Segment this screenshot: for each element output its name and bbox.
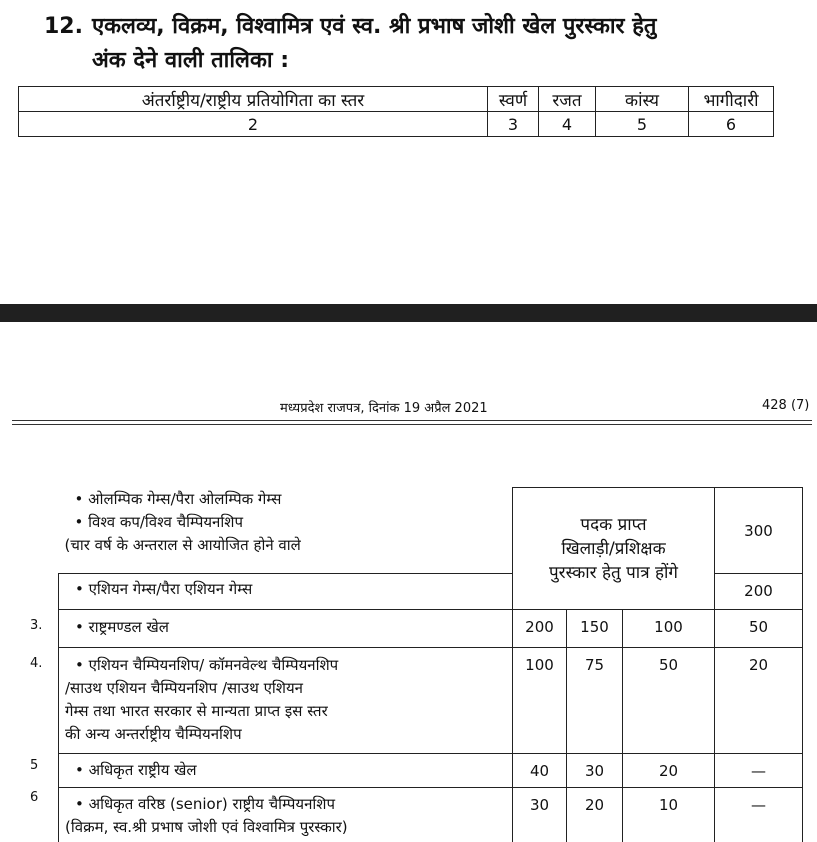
col-number: 2	[19, 112, 488, 137]
participation-value: —	[715, 788, 803, 842]
level-cell	[59, 610, 513, 648]
points-table	[58, 487, 803, 842]
note-line: पदक प्राप्त	[580, 514, 647, 535]
col-number: 6	[689, 112, 774, 137]
note-line: पुरस्कार हेतु पात्र होंगे	[548, 562, 678, 583]
note-line: खिलाड़ी/प्रशिक्षक	[561, 538, 666, 559]
participation-value: 300	[715, 488, 803, 574]
section-heading-line2: अंक देने वाली तालिका :	[92, 48, 290, 73]
page-separator	[0, 304, 817, 322]
header-rule	[12, 420, 812, 421]
level-cell	[59, 754, 513, 788]
level-line: • अधिकृत वरिष्ठ (senior) राष्ट्रीय चैम्पियनशिप	[75, 795, 336, 813]
col-number: 5	[596, 112, 689, 137]
header-gold: स्वर्ण	[488, 87, 539, 112]
table-header-row	[19, 87, 774, 112]
bronze-value: 50	[623, 648, 715, 754]
level-line: (चार वर्ष के अन्तराल से आयोजित होने वाले	[64, 535, 301, 554]
col-number: 3	[488, 112, 539, 137]
section-heading-line1: एकलव्य, विक्रम, विश्वामित्र एवं स्व. श्री प्रभाष जोशी खेल पुरस्कार हेतु	[92, 14, 657, 39]
points-table-header	[18, 86, 774, 137]
level-line: (विक्रम, स्व.श्री प्रभाष जोशी एवं विश्वामित्र पुरस्कार)	[65, 818, 348, 836]
page-number: 428 (7)	[762, 398, 810, 413]
table-row	[59, 610, 803, 648]
gold-value: 200	[513, 610, 567, 648]
table-row	[59, 488, 803, 574]
level-line: • एशियन चैम्पियनशिप/ कॉमनवेल्थ चैम्पियनशिप	[75, 656, 339, 674]
table-number-row	[19, 112, 774, 137]
table-row	[59, 754, 803, 788]
level-line: की अन्य अन्तर्राष्ट्रीय चैम्पियनशिप	[65, 725, 242, 743]
section-number: 12.	[44, 14, 83, 39]
serial-number: 5	[30, 758, 39, 773]
bronze-value: 100	[623, 610, 715, 648]
silver-value: 75	[567, 648, 623, 754]
silver-value: 150	[567, 610, 623, 648]
participation-value: —	[715, 754, 803, 788]
level-line: • ओलम्पिक गेम्स/पैरा ओलम्पिक गेम्स	[74, 489, 282, 508]
level-line: • राष्ट्रमण्डल खेल	[75, 618, 169, 636]
serial-number: 6	[30, 790, 39, 805]
participation-value: 200	[715, 574, 803, 610]
silver-value: 30	[567, 754, 623, 788]
gold-value: 100	[513, 648, 567, 754]
header-bronze: कांस्य	[596, 87, 689, 112]
level-cell	[59, 788, 513, 842]
table-row	[59, 788, 803, 842]
gazette-title: मध्यप्रदेश राजपत्र, दिनांक 19 अप्रैल 2021	[280, 401, 488, 416]
level-cell	[59, 648, 513, 754]
silver-value: 20	[567, 788, 623, 842]
level-line: /साउथ एशियन चैम्पियनशिप /साउथ एशियन	[65, 679, 303, 697]
participation-value: 50	[715, 610, 803, 648]
header-participation: भागीदारी	[689, 87, 774, 112]
level-line: • विश्व कप/विश्व चैम्पियनशिप	[74, 512, 243, 531]
serial-number: 3.	[30, 618, 43, 633]
level-line: • एशियन गेम्स/पैरा एशियन गेम्स	[75, 580, 253, 598]
header-silver: रजत	[539, 87, 596, 112]
eligibility-note	[513, 488, 715, 610]
level-line: गेम्स तथा भारत सरकार से मान्यता प्राप्त इस स्तर	[65, 702, 328, 720]
header-level: अंतर्राष्ट्रीय/राष्ट्रीय प्रतियोगिता का स्तर	[19, 87, 488, 112]
level-line: • अधिकृत राष्ट्रीय खेल	[75, 761, 197, 779]
col-number: 4	[539, 112, 596, 137]
gold-value: 40	[513, 754, 567, 788]
bronze-value: 10	[623, 788, 715, 842]
table-row	[59, 648, 803, 754]
level-cell	[59, 488, 513, 574]
gold-value: 30	[513, 788, 567, 842]
level-cell	[59, 574, 513, 610]
header-rule	[12, 424, 812, 425]
participation-value: 20	[715, 648, 803, 754]
bronze-value: 20	[623, 754, 715, 788]
serial-number: 4.	[30, 656, 43, 671]
